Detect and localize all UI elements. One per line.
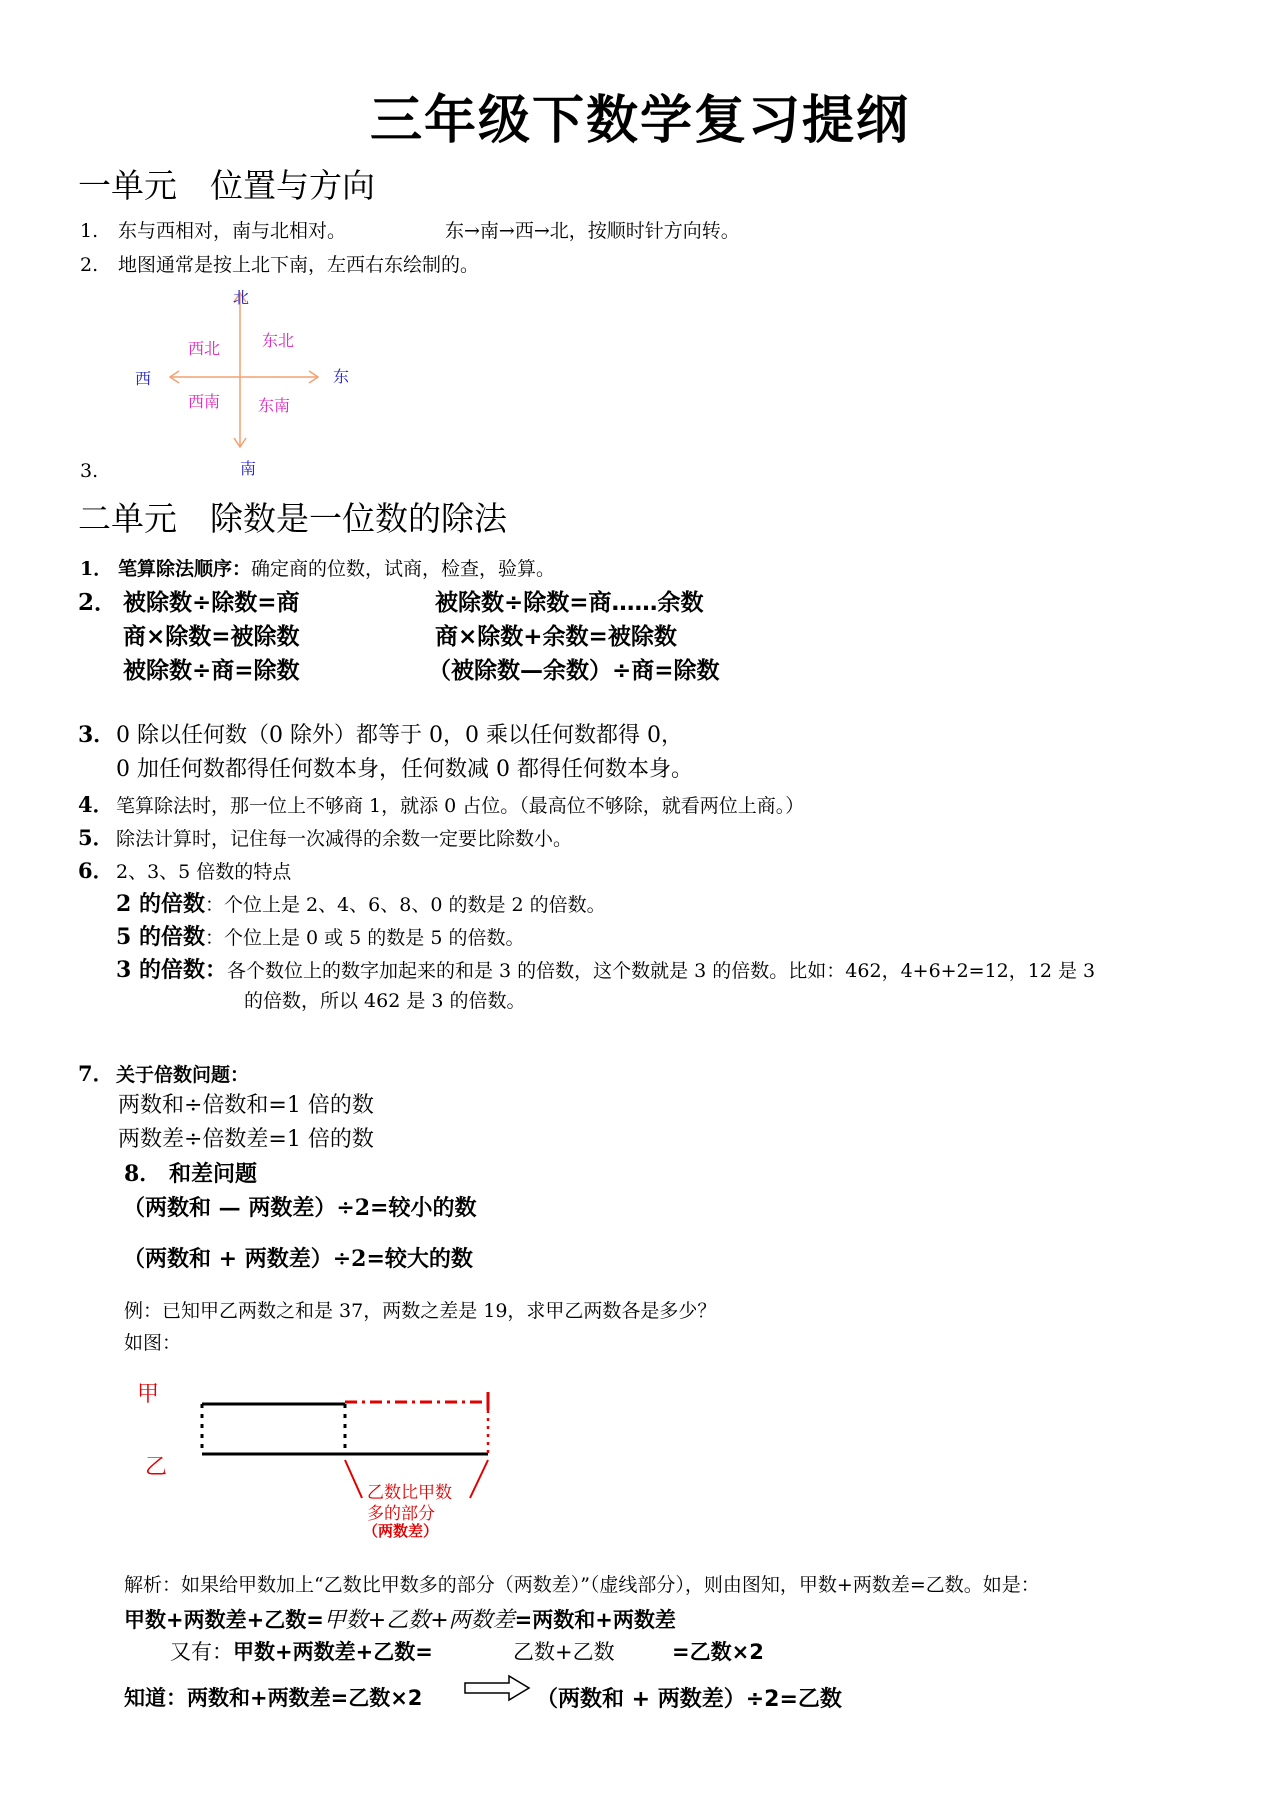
eq-part-italic: 甲数+乙数+两数差: [323, 1608, 515, 1633]
eq-part: 甲数+两数差+乙数=: [233, 1640, 433, 1664]
item-text: 笔算除法时，那一位上不够商 1，就添 0 占位。（最高位不够除，就看两位上商。）: [116, 795, 805, 817]
item-text: 除法计算时，记住每一次减得的余数一定要比除数小。: [116, 828, 573, 850]
equation-2-result: =乙数×2: [672, 1640, 764, 1664]
unit2-item4: [78, 789, 804, 819]
diagram-caption-3: （两数差）: [363, 1522, 439, 1540]
analysis-text: 解析：如果给甲数加上“乙数比甲数多的部分（两数差）”（虚线部分），则由图知，甲数+两数差=乙数。如是：: [124, 1574, 1040, 1596]
formula-left-2: 商×除数=被除数: [123, 624, 300, 650]
item-number: 1.: [80, 220, 99, 242]
item-label: 笔算除法顺序：: [118, 558, 252, 580]
eq-prefix: 又有：: [170, 1640, 233, 1664]
brace-left-arm: [345, 1460, 362, 1498]
compass-west-label: 西: [135, 369, 152, 388]
unit2-item7: [78, 1058, 249, 1088]
multiple-diff-formula: 两数差÷倍数差=1 倍的数: [118, 1127, 374, 1152]
item-label: 关于倍数问题：: [116, 1064, 250, 1086]
unit2-heading: 二单元 除数是一位数的除法: [78, 499, 507, 538]
item-number: 6．: [78, 858, 114, 883]
unit1-item3-number: 3.: [80, 460, 99, 482]
compass-south-label: 南: [240, 459, 257, 478]
unit1-item1: [80, 216, 346, 243]
compass-southwest-label: 西南: [188, 392, 221, 411]
equation-1: [124, 1603, 676, 1634]
formula-left-1: 被除数÷除数=商: [123, 590, 300, 616]
multiple-of-3: [116, 953, 1095, 984]
compass-northeast-label: 东北: [262, 331, 295, 350]
unit2-item3-line1: [78, 718, 683, 749]
know-formula: 两数和+两数差=乙数×2: [187, 1686, 423, 1710]
equation-2-middle: 乙数+乙数: [513, 1640, 615, 1664]
item-text: 0 除以任何数（0 除外）都等于 0，0 乘以任何数都得 0，: [116, 723, 683, 748]
conclusion-formula: （两数和 + 两数差）÷2=乙数: [536, 1687, 842, 1712]
formula-right-2: 商×除数+余数=被除数: [435, 624, 677, 650]
know-label: 知道：: [124, 1686, 187, 1710]
sum-diff-formula-smaller: （两数和 — 两数差）÷2=较小的数: [123, 1195, 477, 1221]
unit1-item2: [80, 250, 479, 277]
formula-right-3: （被除数—余数）÷商=除数: [428, 658, 720, 684]
compass-east-label: 东: [333, 367, 350, 386]
unit2-item2-number: 2．: [78, 589, 118, 616]
conclusion-line: [124, 1682, 422, 1712]
diagram-caption-1: 乙数比甲数: [367, 1483, 452, 1503]
compass-northwest-label: 西北: [188, 339, 221, 358]
item-text: 地图通常是按上北下南，左西右东绘制的。: [118, 254, 480, 276]
page-title: 三年级下数学复习提纲: [369, 91, 910, 151]
item-text: 东与西相对，南与北相对。: [118, 220, 347, 242]
eq-part: =两数和+两数差: [514, 1608, 676, 1632]
multiple-text: ：个位上是 2、4、6、8、0 的数是 2 的倍数。: [204, 894, 606, 916]
item-number: 1．: [80, 558, 113, 580]
formula-left-3: 被除数÷商=除数: [123, 658, 300, 684]
eq-part: 甲数+两数差+乙数=: [124, 1608, 324, 1632]
brace-right-arm: [470, 1460, 488, 1498]
multiple-sum-formula: 两数和÷倍数和=1 倍的数: [118, 1093, 374, 1118]
implies-arrow-icon: [463, 1673, 533, 1705]
multiple-of-2: [116, 887, 606, 918]
formula-right-1: 被除数÷除数=商……余数: [435, 590, 704, 616]
unit1-heading: 一单元 位置与方向: [78, 166, 375, 205]
item-number: 5．: [78, 825, 114, 850]
unit2-item6: [78, 855, 291, 885]
unit2-item8-heading: 8． 和差问题: [124, 1161, 257, 1187]
multiple-of-5: [116, 920, 524, 951]
compass-north-label: 北: [233, 288, 250, 307]
example-question: 例：已知甲乙两数之和是 37，两数之差是 19，求甲乙两数各是多少？: [124, 1300, 717, 1322]
unit1-item1-rotation: 东→南→西→北，按顺时针方向转。: [445, 220, 740, 242]
unit2-item3-line2: 0 加任何数都得任何数本身，任何数减 0 都得任何数本身。: [116, 757, 693, 782]
multiple-text: ：个位上是 0 或 5 的数是 5 的倍数。: [204, 927, 525, 949]
compass-southeast-label: 东南: [258, 396, 291, 415]
yi-label: 乙: [145, 1455, 168, 1480]
multiple-label: 2 的倍数: [116, 891, 205, 917]
equation-2: [170, 1636, 433, 1666]
as-figure-label: 如图：: [124, 1332, 182, 1354]
multiple-text: 各个数位上的数字加起来的和是 3 的倍数，这个数就是 3 的倍数。比如：462，4+6+2=12，12 是 3: [226, 960, 1096, 982]
unit2-item1: [80, 554, 555, 581]
item-text: 确定商的位数，试商，检查，验算。: [251, 558, 556, 580]
sum-diff-formula-larger: （两数和 + 两数差）÷2=较大的数: [123, 1246, 473, 1272]
jia-label: 甲: [137, 1382, 160, 1407]
item-number: 4．: [78, 792, 114, 817]
item-number: 2.: [80, 254, 99, 276]
unit2-item5: [78, 822, 572, 852]
item-number: 3．: [78, 722, 116, 748]
diagram-caption-2: 多的部分: [367, 1504, 435, 1524]
item-text: 2、3、5 倍数的特点: [116, 861, 292, 883]
multiple-label: 5 的倍数: [116, 924, 205, 950]
sum-difference-diagram: [190, 1380, 520, 1540]
multiple-label: 3 的倍数：: [116, 957, 227, 983]
item-number: 7．: [78, 1061, 114, 1086]
multiple-of-3-cont: 的倍数，所以 462 是 3 的倍数。: [244, 990, 526, 1012]
